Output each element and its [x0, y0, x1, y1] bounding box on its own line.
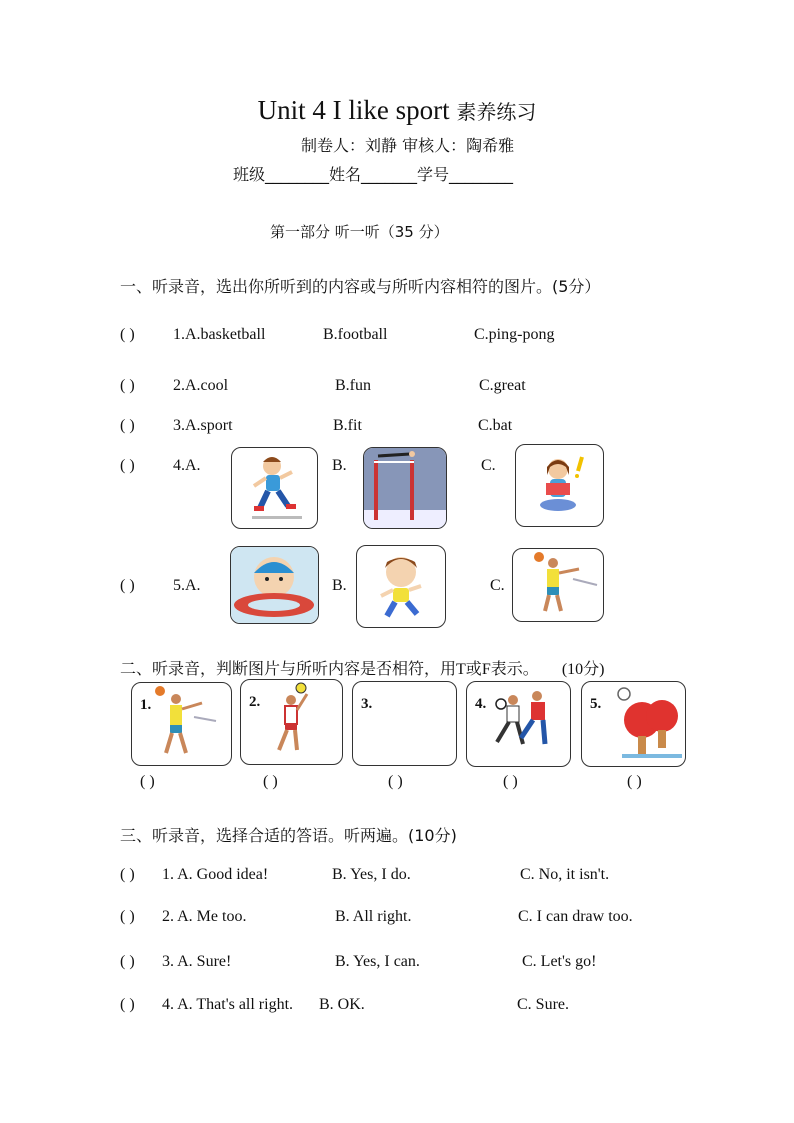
section1-heading: 一、听录音，选出你所听到的内容或与所听内容相符的图片。(5分）: [120, 277, 601, 296]
student-info-line: 班级________姓名_______学号________: [233, 165, 514, 184]
or-text: 或: [465, 659, 482, 678]
running-boy-icon: [231, 447, 318, 529]
option-b: B.football: [323, 326, 388, 343]
option-c: C.bat: [478, 417, 513, 434]
letter-t: T: [456, 661, 466, 678]
picture-box-4: [466, 681, 571, 767]
option-c: C.: [490, 577, 505, 594]
option-a: 4. A. That's all right.: [162, 996, 294, 1013]
answer-blank[interactable]: ( ): [120, 996, 135, 1013]
section2-score: (10分): [561, 661, 605, 678]
box-label: 1.: [140, 697, 152, 713]
option-a: 3.A.sport: [173, 417, 233, 434]
box-label: 2.: [249, 694, 261, 710]
answer-blank-1[interactable]: ( ): [140, 773, 155, 790]
option-b: B. All right.: [335, 908, 412, 925]
picture-box-1: [131, 682, 232, 766]
title-chinese: 素养练习: [456, 100, 537, 124]
reading-girl-icon: [515, 444, 604, 527]
box-label: 4.: [475, 696, 487, 712]
swimming-boy-icon: [230, 546, 319, 624]
box-label: 5.: [590, 696, 602, 712]
option-c: C.great: [479, 377, 526, 394]
option-b: B.: [332, 577, 347, 594]
makers-line: 制卷人：刘静 审核人：陶希雅: [301, 136, 515, 155]
picture-box-3: [352, 681, 457, 766]
option-c: C.: [481, 457, 496, 474]
option-b: B.: [332, 457, 347, 474]
option-b: B.fun: [335, 377, 371, 394]
letter-f: F: [481, 661, 491, 678]
option-c: C. I can draw too.: [518, 908, 633, 925]
section2-heading-end: 表示。: [490, 659, 539, 678]
option-c: C. Let's go!: [522, 953, 597, 970]
page-title: [0, 95, 794, 126]
option-a: 1.A.basketball: [173, 326, 266, 343]
option-b: B.fit: [333, 417, 362, 434]
answer-blank[interactable]: ( ): [120, 577, 135, 594]
title-english: Unit 4 I like sport: [257, 95, 450, 125]
answer-blank[interactable]: ( ): [120, 417, 135, 434]
section3-heading: 三、听录音，选择合适的答语。听两遍。(10分): [120, 826, 457, 845]
option-a: 4.A.: [173, 457, 201, 474]
answer-blank[interactable]: ( ): [120, 908, 135, 925]
answer-blank-4[interactable]: ( ): [503, 773, 518, 790]
option-c: C. No, it isn't.: [520, 866, 610, 883]
section2-heading-text: 二、听录音，判断图片与所听内容是否相符，用: [120, 659, 457, 678]
running-cartoon-boy-icon: [356, 545, 446, 628]
answer-blank[interactable]: ( ): [120, 953, 135, 970]
option-a: 1. A. Good idea!: [162, 866, 269, 883]
answer-blank[interactable]: ( ): [120, 326, 135, 343]
volleyball-player-icon: [512, 548, 604, 622]
option-a: 2. A. Me too.: [162, 908, 247, 925]
option-c: C. Sure.: [517, 996, 569, 1013]
answer-blank[interactable]: ( ): [120, 866, 135, 883]
answer-blank[interactable]: ( ): [120, 457, 135, 474]
answer-blank[interactable]: ( ): [120, 377, 135, 394]
answer-blank-3[interactable]: ( ): [388, 773, 403, 790]
section2-heading: [120, 656, 605, 679]
answer-blank-2[interactable]: ( ): [263, 773, 278, 790]
option-b: B. Yes, I do.: [332, 866, 411, 883]
high-jump-icon: [363, 447, 447, 529]
part1-heading: 第一部分 听一听（35 分）: [270, 223, 449, 241]
picture-box-5: [581, 681, 686, 767]
box-label: 3.: [361, 696, 373, 712]
option-a: 2.A.cool: [173, 377, 229, 394]
option-a: 5.A.: [173, 577, 201, 594]
option-b: B. Yes, I can.: [335, 953, 420, 970]
picture-box-2: [240, 679, 343, 765]
option-b: B. OK.: [319, 996, 365, 1013]
answer-blank-5[interactable]: ( ): [627, 773, 642, 790]
option-c: C.ping-pong: [474, 326, 555, 343]
option-a: 3. A. Sure!: [162, 953, 232, 970]
